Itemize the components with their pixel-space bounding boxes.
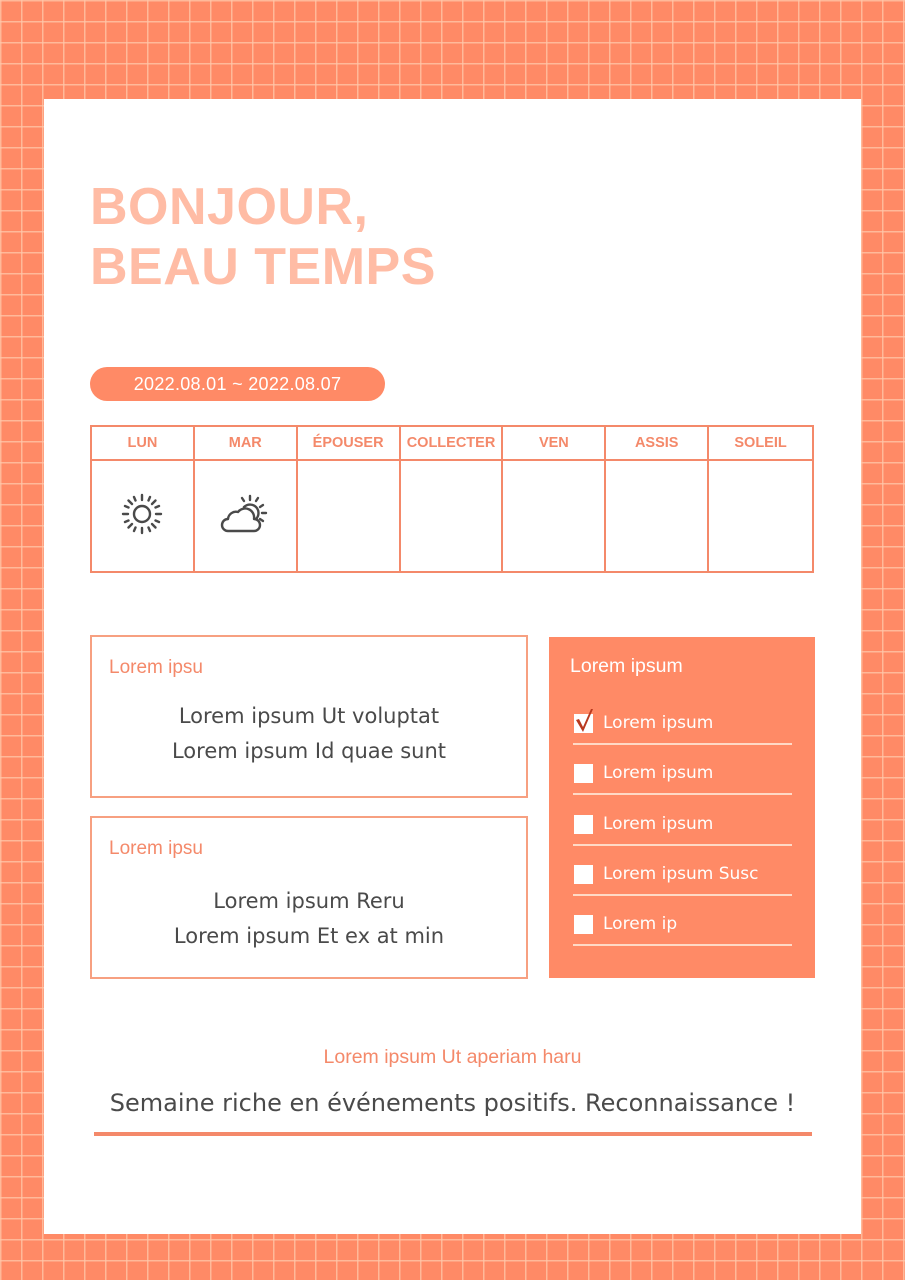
title-line-1: BONJOUR, bbox=[90, 178, 369, 236]
note-line: Lorem ipsum Id quae sunt bbox=[171, 739, 447, 763]
footer-divider bbox=[94, 1132, 812, 1136]
day-header-thu: COLLECTER bbox=[401, 427, 504, 461]
checklist-item[interactable] bbox=[573, 858, 792, 896]
day-cell-sun[interactable] bbox=[709, 461, 812, 571]
day-header-mon: LUN bbox=[92, 427, 195, 461]
day-header-wed: ÉPOUSER bbox=[298, 427, 401, 461]
sun-icon bbox=[120, 492, 164, 540]
weekly-weather-table bbox=[90, 425, 814, 573]
day-cell-wed[interactable] bbox=[298, 461, 401, 571]
note-line: Lorem ipsum Ut voluptat bbox=[178, 704, 440, 728]
checkbox[interactable] bbox=[574, 915, 593, 934]
checklist-item-label: Lorem ipsum Susc bbox=[603, 864, 759, 884]
title-line-2: BEAU TEMPS bbox=[90, 238, 436, 296]
day-cell-mon[interactable] bbox=[92, 461, 195, 571]
day-cell-thu[interactable] bbox=[401, 461, 504, 571]
note-body bbox=[92, 884, 526, 954]
check-mark-icon bbox=[574, 707, 598, 735]
day-header-sun: SOLEIL bbox=[709, 427, 812, 461]
note-label: Lorem ipsu bbox=[109, 838, 203, 859]
day-header-sat: ASSIS bbox=[606, 427, 709, 461]
day-cell-tue[interactable] bbox=[195, 461, 298, 571]
checklist-item[interactable] bbox=[573, 908, 792, 946]
checklist-item[interactable] bbox=[573, 808, 792, 846]
checkbox[interactable] bbox=[574, 815, 593, 834]
note-box-1[interactable] bbox=[90, 635, 528, 798]
note-label: Lorem ipsu bbox=[109, 657, 203, 678]
note-box-2[interactable] bbox=[90, 816, 528, 979]
checklist-title: Lorem ipsum bbox=[570, 655, 683, 677]
checklist-item-label: Lorem ip bbox=[603, 914, 678, 934]
checklist-item[interactable] bbox=[573, 757, 792, 795]
checklist-item[interactable] bbox=[573, 707, 792, 745]
day-cell-sat[interactable] bbox=[606, 461, 709, 571]
partly-cloudy-icon bbox=[218, 492, 272, 540]
checklist-item-label: Lorem ipsum bbox=[603, 763, 714, 783]
date-range-badge: 2022.08.01 ~ 2022.08.07 bbox=[90, 367, 385, 401]
checkbox[interactable] bbox=[574, 764, 593, 783]
note-body bbox=[92, 699, 526, 769]
checklist-item-label: Lorem ipsum bbox=[603, 814, 714, 834]
day-header-tue: MAR bbox=[195, 427, 298, 461]
checkbox[interactable] bbox=[574, 865, 593, 884]
day-cell-fri[interactable] bbox=[503, 461, 606, 571]
note-line: Lorem ipsum Reru bbox=[213, 889, 405, 913]
planner-sheet bbox=[44, 99, 861, 1234]
note-line: Lorem ipsum Et ex at min bbox=[173, 924, 445, 948]
checklist-panel bbox=[549, 637, 815, 978]
day-header-fri: VEN bbox=[503, 427, 606, 461]
footer-subtitle: Lorem ipsum Ut aperiam haru bbox=[323, 1046, 582, 1068]
checkbox-checked[interactable] bbox=[574, 714, 593, 733]
page-title bbox=[90, 177, 436, 297]
footer-message: Semaine riche en événements positifs. Reconnaissance ! bbox=[109, 1089, 796, 1117]
checklist-item-label: Lorem ipsum bbox=[603, 713, 714, 733]
